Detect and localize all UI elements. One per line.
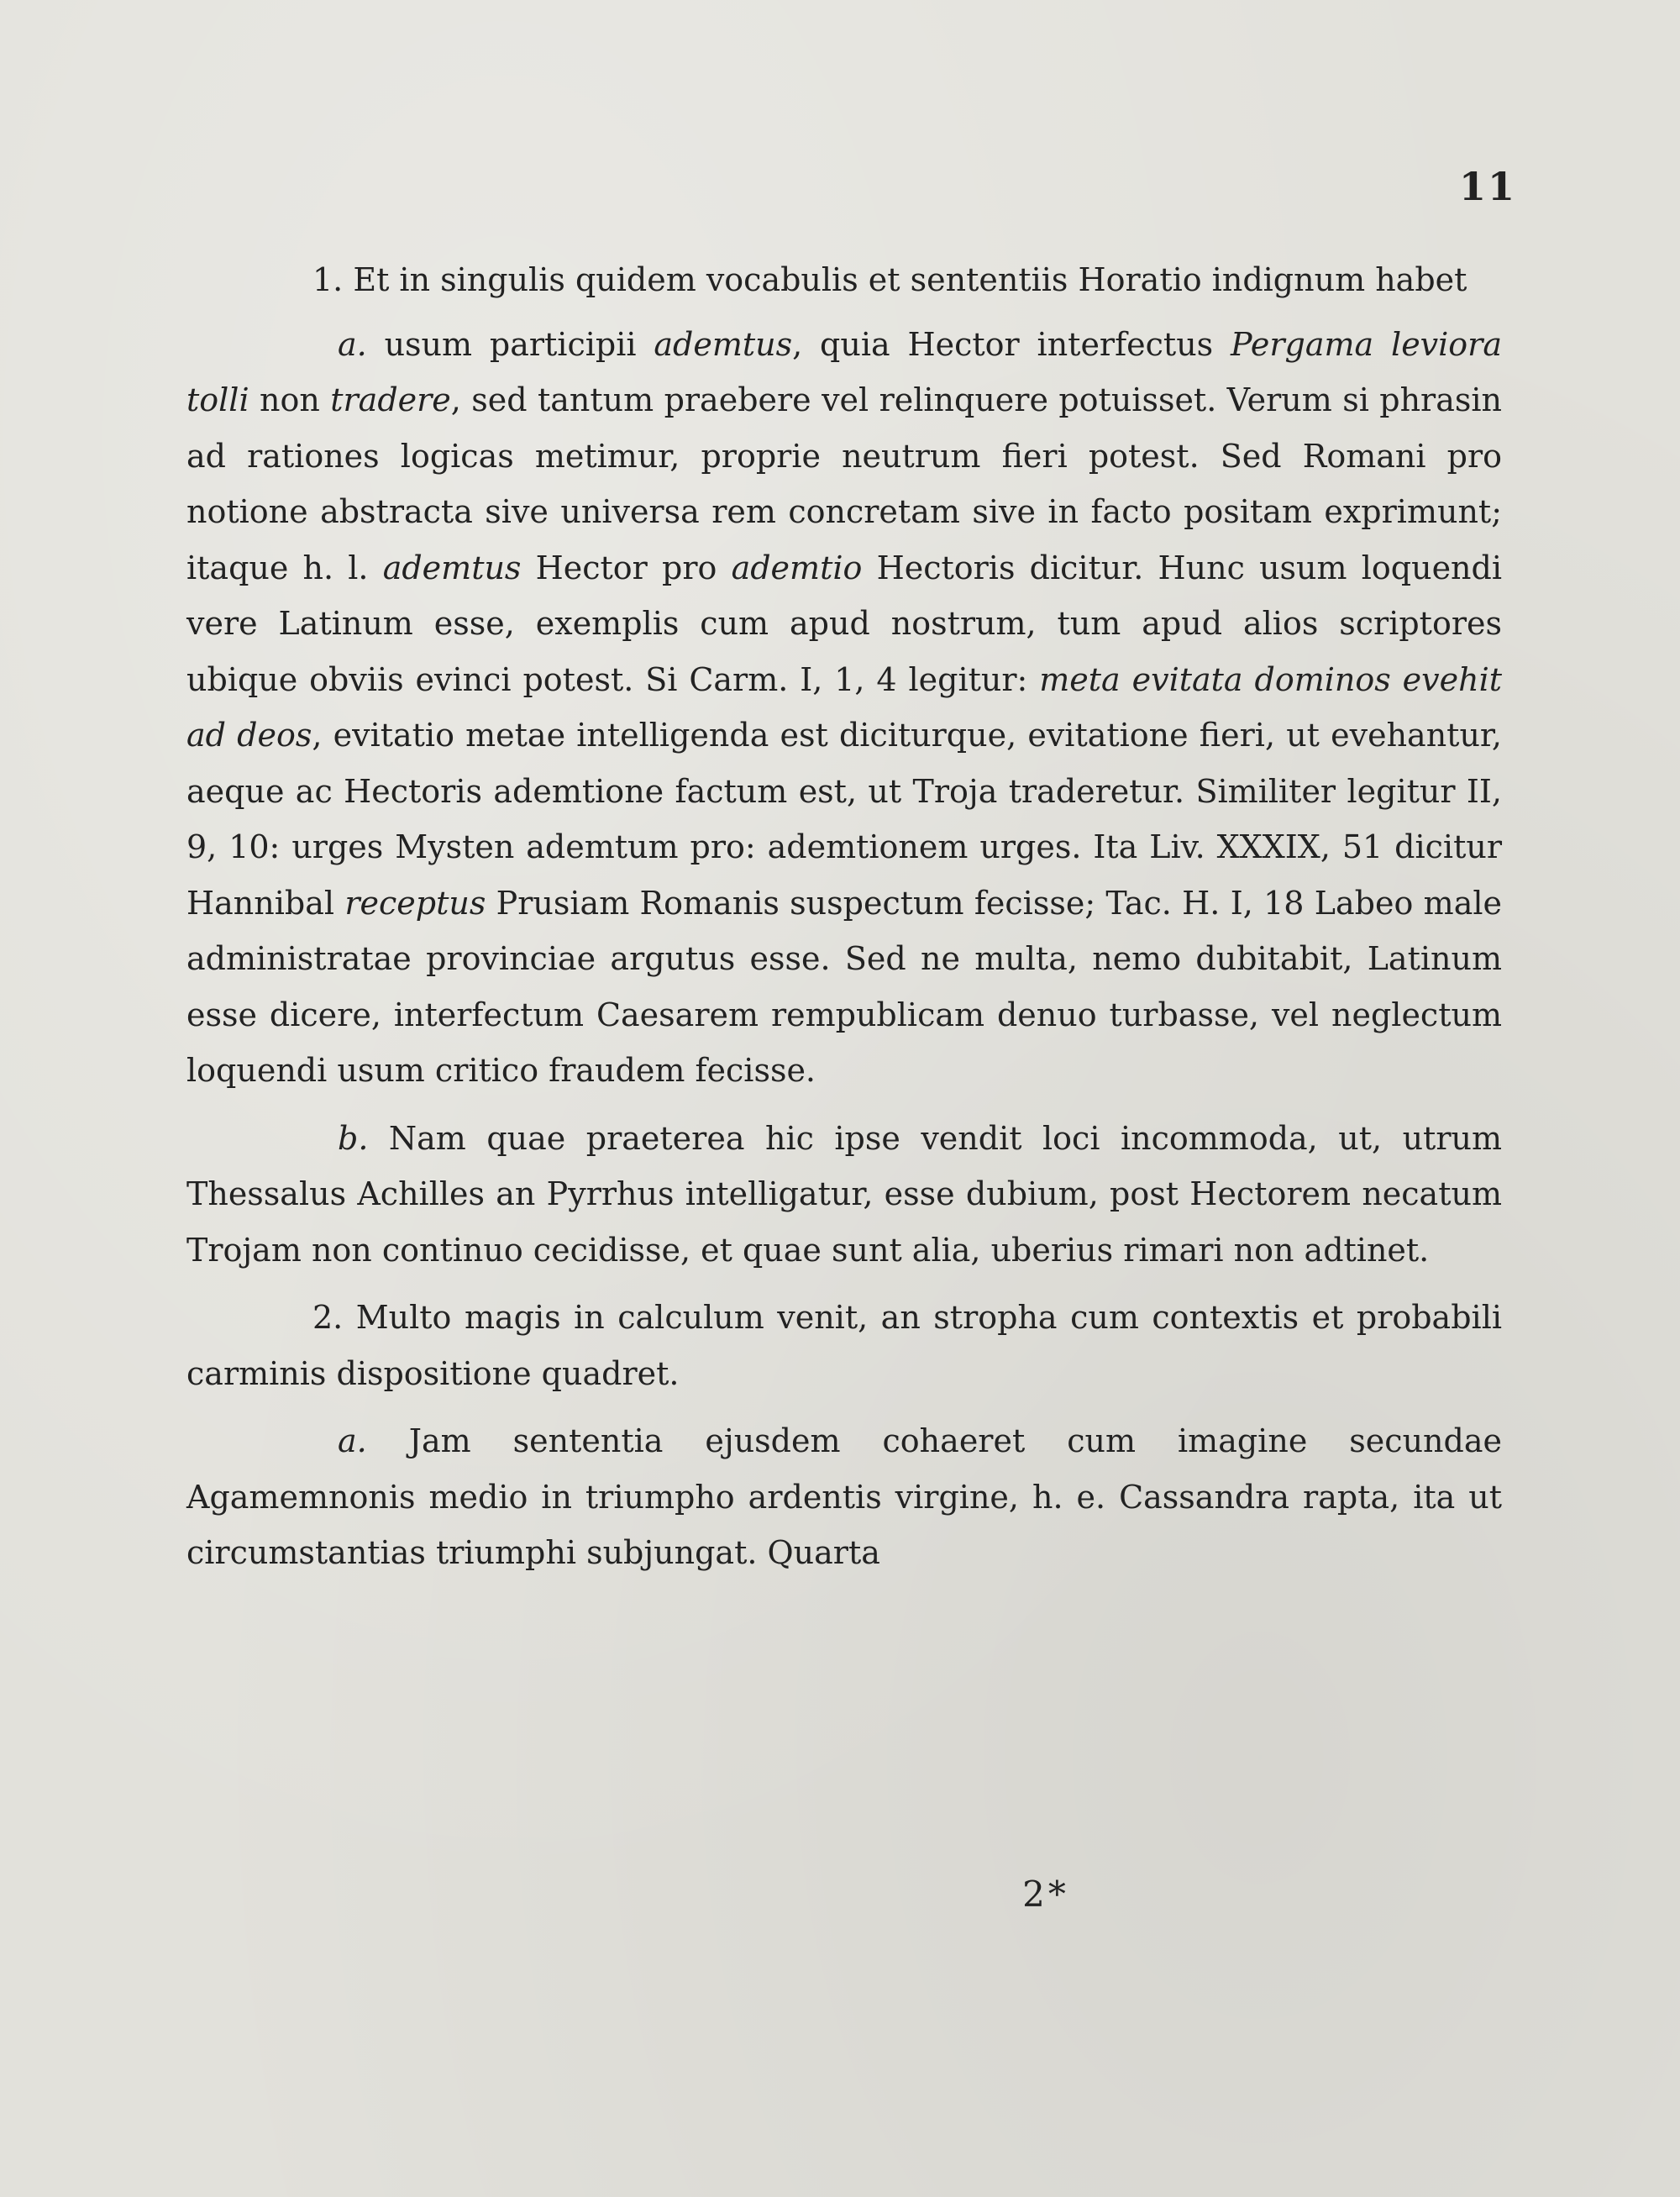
item-marker: b. [338,1119,369,1157]
paragraph-1a [186,317,1502,1099]
paragraph-2: 2. Multo magis in calculum venit, an stropha cum contextis et probabili carminis dispositione quadret. [186,1299,1502,1392]
paragraph-1b [186,1111,1502,1279]
text-run: Jam sententia ejusdem cohaeret cum imagine secundae Agamemnonis medio in triumpho ardentis virgine, h. e. Cassandra rapta, ita ut circumstantias triumphi subjungat. Quarta [186,1422,1502,1571]
page-number: 11 [1458,164,1516,209]
text-run: , quia Hector interfectus [792,325,1231,363]
signature-mark: 2* [1022,1874,1069,1915]
text-run: Hector pro [521,549,732,586]
item-marker: a. [338,325,367,363]
paragraph-1: 1. Et in singulis quidem vocabulis et sententiis Horatio indignum habet [312,261,1467,298]
text-run: Prusiam Romanis suspectum fecisse; Tac. H. I, 18 Labeo male administratae provinciae argutus esse. Sed ne multa, nemo dubitabit, Latinum esse dicere, interfectum Caesarem rempublicam denuo turbasse, vel neglectum loquendi usum critico fraudem fecisse. [186,884,1503,1089]
italic-run: ademtus [382,549,522,586]
italic-run: receptus [344,884,486,922]
text-run: Hectoris dicitur. Hunc usum loquendi vere Latinum esse, exemplis cum apud nostrum, tum apud alios scriptores ubique obviis evinci potest. Si Carm. I, 1, 4 legitur: [186,549,1503,698]
item-marker: a. [338,1422,367,1459]
text-run: usum participii [366,325,654,363]
italic-run: tradere [330,381,451,418]
paragraph-2a [186,1413,1502,1581]
italic-run: meta evitata dominos evehit ad deos [186,660,1503,754]
italic-run: ademtus [654,325,793,363]
italic-run: Pergama leviora tolli [186,325,1502,418]
text-run: , evitatio metae intelligenda est diciturque, evitatione fieri, ut evehantur, aeque ac Hectoris ademtione factum est, ut Troja traderetur. Similiter legitur II, 9, 10: urges Mysten ademtum pro: ademtionem urges. Ita Liv. XXXIX, 51 dicitur Hannibal [186,717,1502,922]
italic-run: ademtio [731,549,863,586]
text-run: , sed tantum praebere vel relinquere potuisset. Verum si phrasin ad rationes logicas metimur, proprie neutrum fieri potest. Sed Romani pro notione abstracta sive universa rem concretam sive in facto positam exprimunt; itaque h. l. [186,381,1502,586]
text-column [186,252,1502,1581]
text-run: non [249,381,331,418]
text-run: Nam quae praeterea hic ipse vendit loci incommoda, ut, utrum Thessalus Achilles an Pyrrhus intelligatur, esse dubium, post Hectorem necatum Trojam non continuo cecidisse, et quae sunt alia, uberius rimari non adtinet. [186,1119,1502,1269]
